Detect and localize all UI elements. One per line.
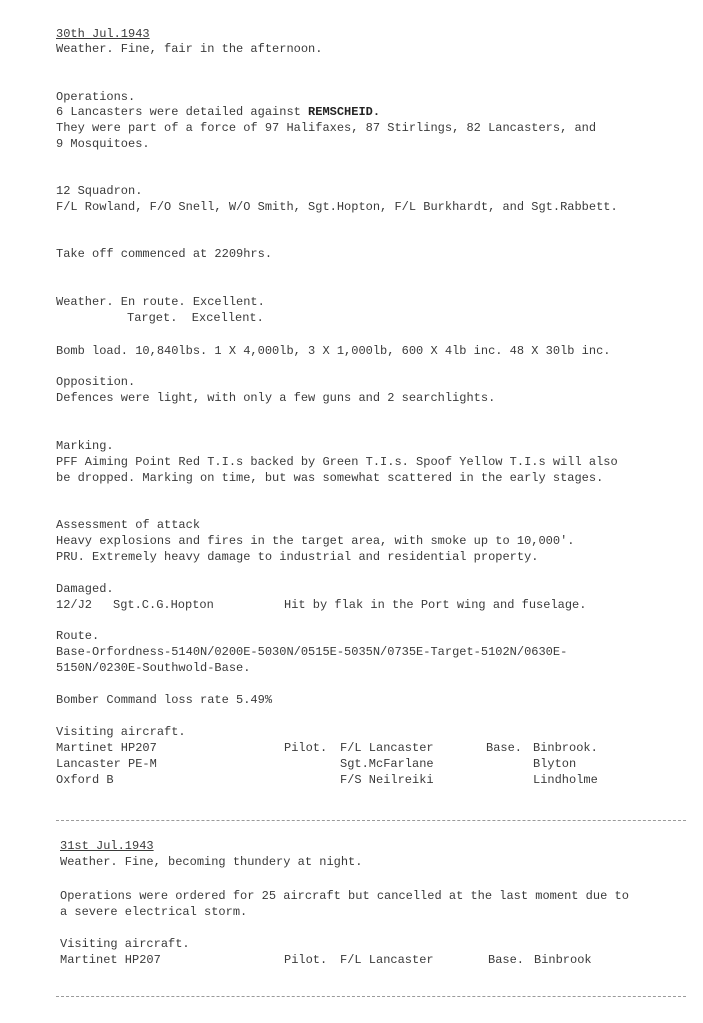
visiting-base-label: Base. — [486, 741, 523, 755]
visiting-pilot: F/L Lancaster — [340, 953, 434, 967]
entry2-visiting-heading: Visiting aircraft. — [60, 937, 190, 951]
entry1-weather: Weather. Fine, fair in the afternoon. — [56, 42, 323, 56]
entry1-assessment-heading: Assessment of attack — [56, 518, 201, 532]
entry1-loss-rate: Bomber Command loss rate 5.49% — [56, 693, 273, 707]
visiting-base-label: Base. — [488, 953, 525, 967]
visiting-pilot-label: Pilot. — [284, 741, 328, 755]
entry1-route-heading: Route. — [56, 629, 100, 643]
entry1-takeoff: Take off commenced at 2209hrs. — [56, 247, 273, 261]
entry1-assessment-line2: PRU. Extremely heavy damage to industrial and residential property. — [56, 550, 539, 564]
entry1-weather-enroute: Weather. En route. Excellent. — [56, 295, 265, 309]
entry1-weather-target: Target. Excellent. — [127, 311, 264, 325]
entry2-date: 31st Jul.1943 — [60, 839, 154, 853]
entry1-opposition-text: Defences were light, with only a few guns and 2 searchlights. — [56, 391, 496, 405]
entry2-operations-line2: a severe electrical storm. — [60, 905, 248, 919]
visiting-aircraft: Oxford B — [56, 773, 114, 787]
visiting-base: Binbrook. — [533, 741, 598, 755]
entry1-squadron-heading: 12 Squadron. — [56, 184, 143, 198]
entry1-route-line1: Base-Orfordness-5140N/0200E-5030N/0515E-5035N/0735E-Target-5102N/0630E- — [56, 645, 568, 659]
visiting-base: Binbrook — [534, 953, 592, 967]
section-divider — [56, 996, 686, 997]
entry1-operations-heading: Operations. — [56, 90, 136, 104]
entry1-damaged-crew: Sgt.C.G.Hopton — [113, 598, 214, 612]
entry2-weather: Weather. Fine, becoming thundery at night. — [60, 855, 363, 869]
entry1-squadron-crews: F/L Rowland, F/O Snell, W/O Smith, Sgt.Hopton, F/L Burkhardt, and Sgt.Rabbett. — [56, 200, 618, 214]
visiting-pilot: F/L Lancaster — [340, 741, 434, 755]
entry1-operations-line1 — [56, 104, 380, 120]
entry1-operations-line2: They were part of a force of 97 Halifaxes, 87 Stirlings, 82 Lancasters, and — [56, 121, 597, 135]
visiting-base: Blyton — [533, 757, 577, 771]
visiting-pilot: Sgt.McFarlane — [340, 757, 434, 771]
operations-line1-prefix: 6 Lancasters were detailed against — [56, 105, 309, 119]
entry1-marking-heading: Marking. — [56, 439, 114, 453]
entry1-assessment-line1: Heavy explosions and fires in the target area, with smoke up to 10,000'. — [56, 534, 575, 548]
entry1-damaged-detail: Hit by flak in the Port wing and fuselage. — [284, 598, 587, 612]
visiting-aircraft: Martinet HP207 — [56, 741, 157, 755]
entry1-marking-line1: PFF Aiming Point Red T.I.s backed by Green T.I.s. Spoof Yellow T.I.s will also — [56, 455, 618, 469]
operations-target: REMSCHEID. — [308, 105, 381, 119]
entry1-operations-line3: 9 Mosquitoes. — [56, 137, 150, 151]
entry1-marking-line2: be dropped. Marking on time, but was somewhat scattered in the early stages. — [56, 471, 604, 485]
entry1-route-line2: 5150N/0230E-Southwold-Base. — [56, 661, 251, 675]
entry1-date: 30th Jul.1943 — [56, 27, 150, 41]
visiting-aircraft: Lancaster PE-M — [56, 757, 157, 771]
entry1-visiting-heading: Visiting aircraft. — [56, 725, 186, 739]
section-divider — [56, 820, 686, 821]
entry2-operations-line1: Operations were ordered for 25 aircraft but cancelled at the last moment due to — [60, 889, 629, 903]
entry1-damaged-heading: Damaged. — [56, 582, 114, 596]
visiting-pilot: F/S Neilreiki — [340, 773, 434, 787]
entry1-opposition-heading: Opposition. — [56, 375, 136, 389]
visiting-base: Lindholme — [533, 773, 598, 787]
visiting-pilot-label: Pilot. — [284, 953, 328, 967]
entry1-bomb-load: Bomb load. 10,840lbs. 1 X 4,000lb, 3 X 1,000lb, 600 X 4lb inc. 48 X 30lb inc. — [56, 344, 611, 358]
visiting-aircraft: Martinet HP207 — [60, 953, 161, 967]
entry1-damaged-aircraft: 12/J2 — [56, 598, 93, 612]
